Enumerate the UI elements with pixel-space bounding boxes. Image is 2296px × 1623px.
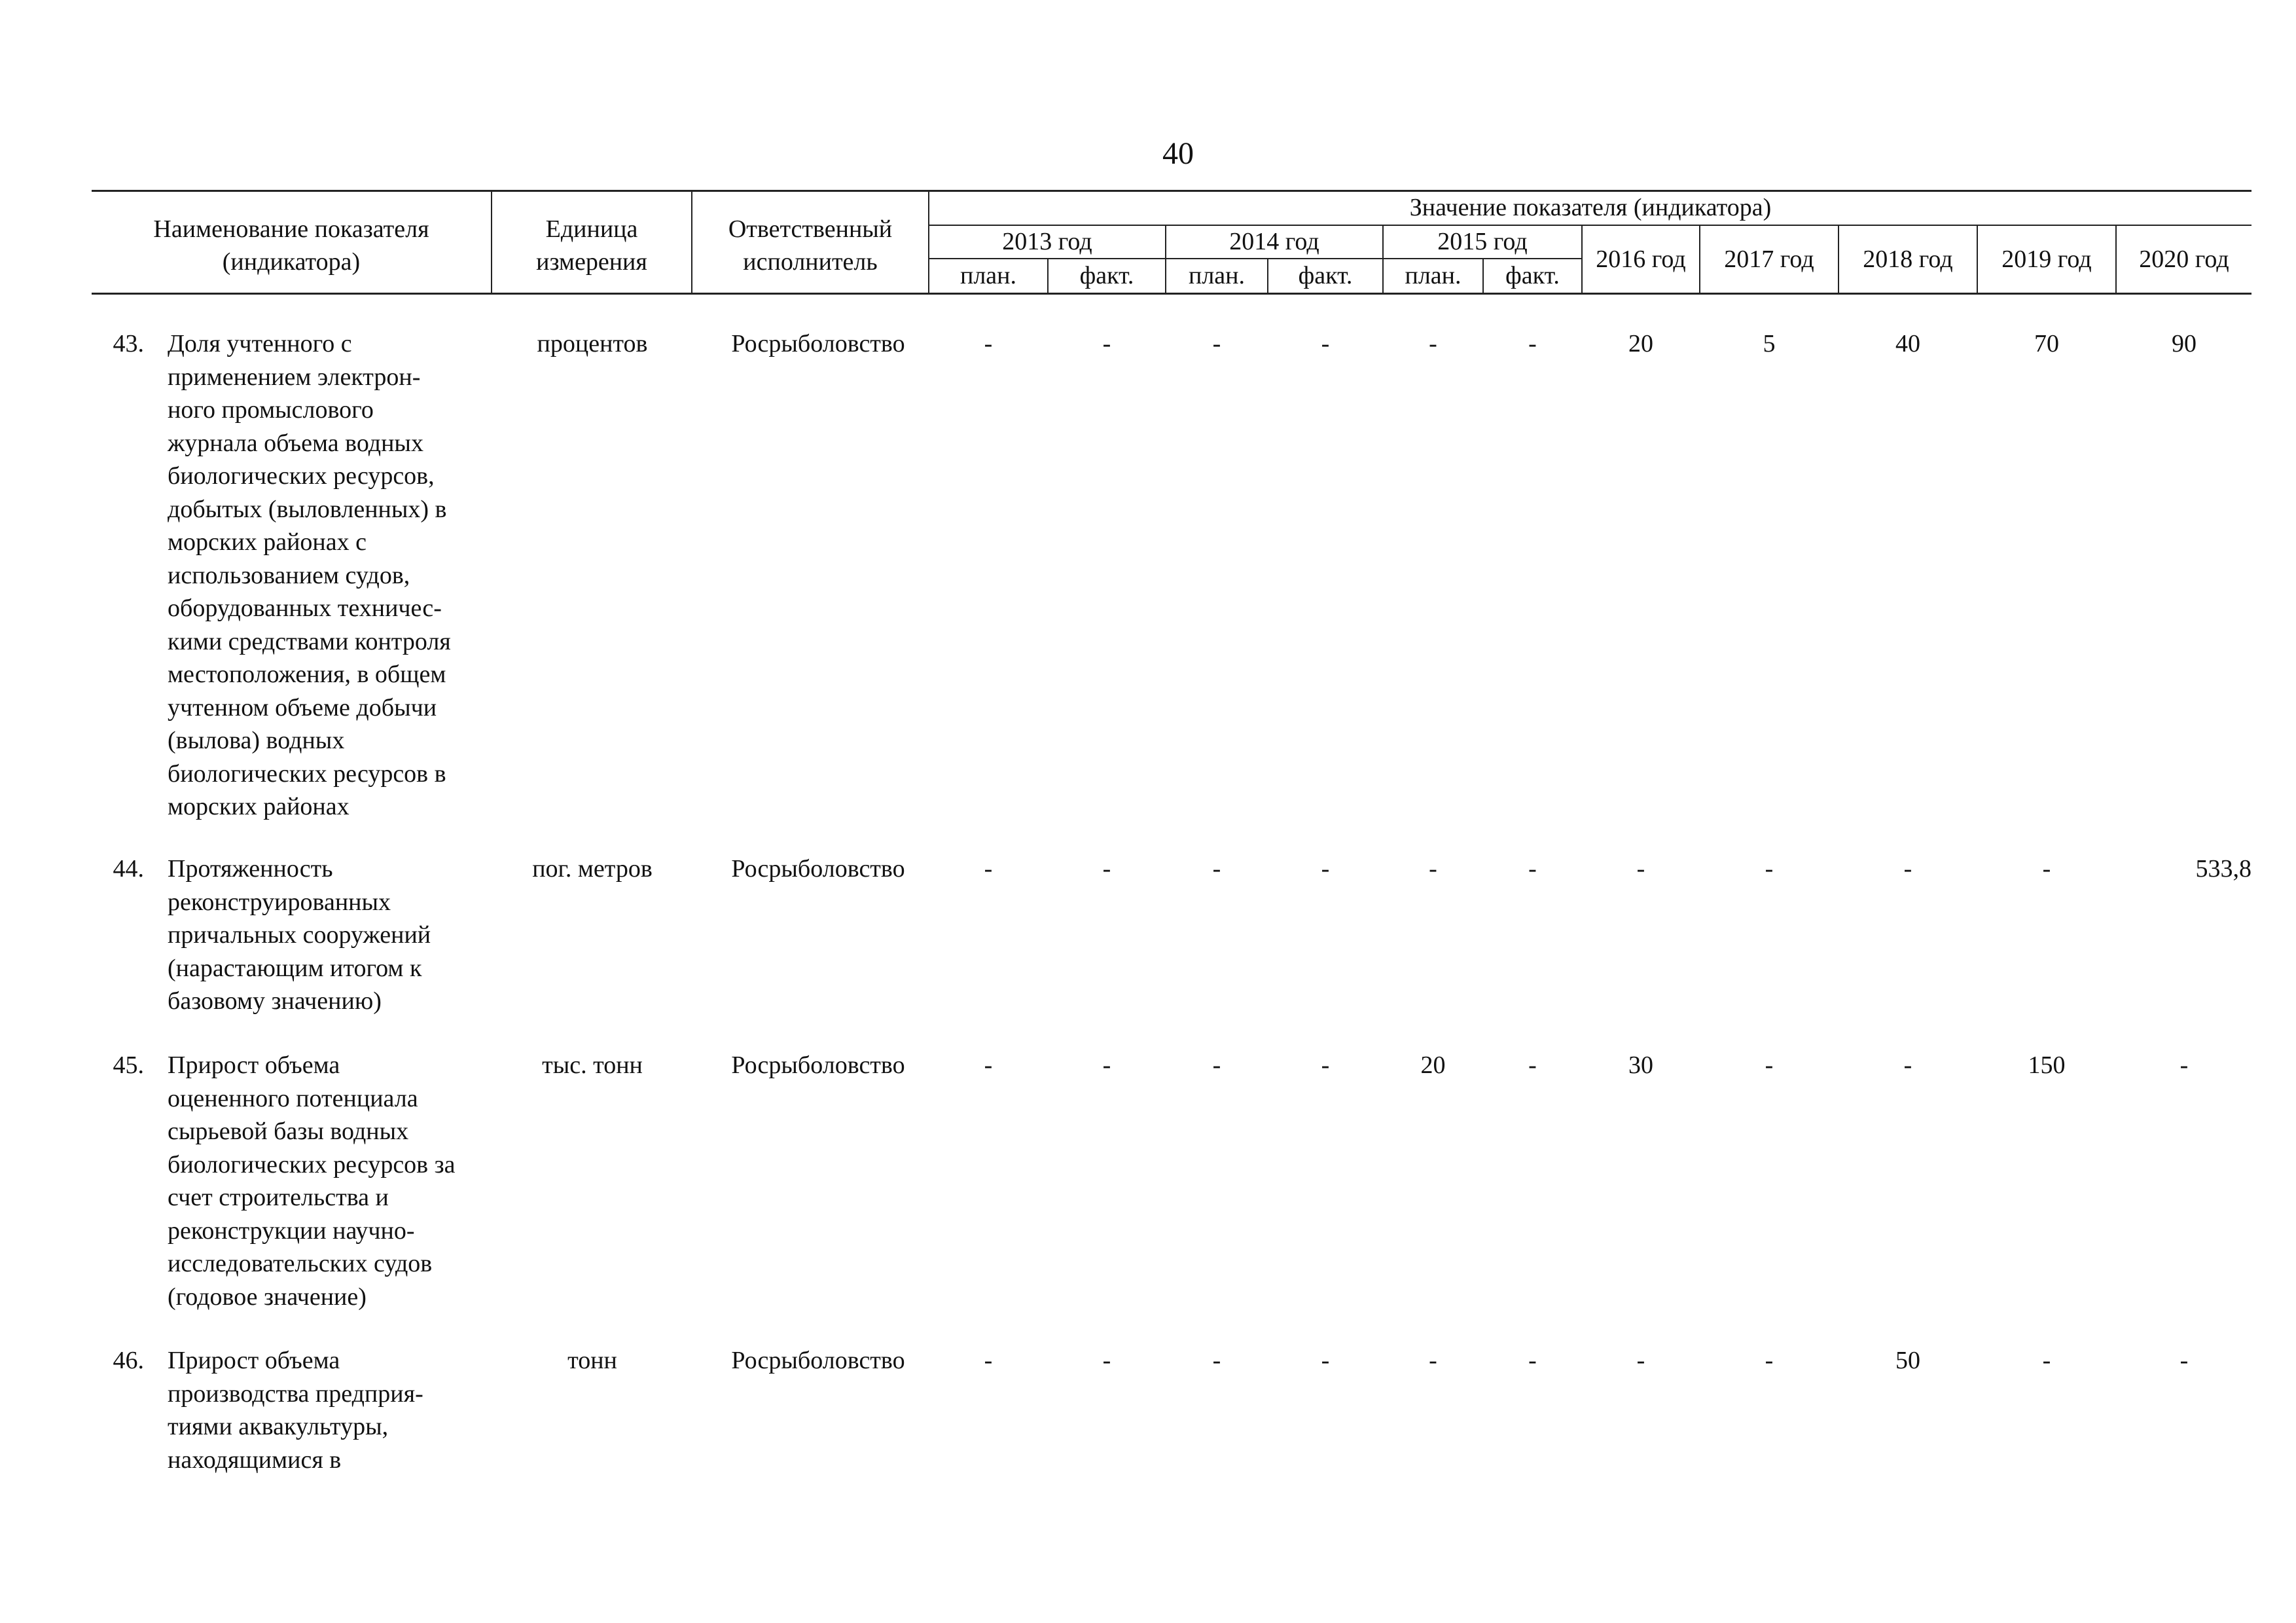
value-2014-plan: - [1212, 855, 1221, 883]
value-2017: - [1765, 1347, 1774, 1374]
header-year-2020: 2020 год [2139, 245, 2229, 273]
value-2014-fact: - [1321, 1051, 1330, 1079]
value-2013-plan: - [984, 330, 993, 357]
executor: Росрыболовство [731, 855, 905, 883]
value-2018: 50 [1895, 1347, 1920, 1374]
value-2019: - [2042, 855, 2051, 883]
value-2013-fact: - [1102, 1347, 1111, 1374]
value-2016: 20 [1628, 330, 1653, 357]
header-year-2015: 2015 год [1437, 228, 1528, 255]
value-2018: 40 [1895, 330, 1920, 357]
unit: процентов [537, 330, 648, 357]
value-2013-fact: - [1102, 330, 1111, 357]
value-2015-fact: - [1528, 1051, 1537, 1079]
value-2020: - [2179, 1347, 2189, 1374]
row-number: 43. [113, 330, 144, 357]
value-2020: - [2179, 1051, 2189, 1079]
header-2015-fact: факт. [1505, 262, 1560, 289]
row-number: 44. [113, 855, 144, 883]
value-2013-plan: - [984, 1051, 993, 1079]
indicator-name: Прирост объема производства предприя- тиями аквакультуры, находящимися в [168, 1347, 423, 1474]
value-2015-plan: - [1429, 1347, 1437, 1374]
executor: Росрыболовство [731, 1347, 905, 1374]
value-2020: 533,8 [2195, 855, 2251, 883]
header-year-2016: 2016 год [1596, 245, 1686, 273]
value-2016: 30 [1628, 1051, 1653, 1079]
unit: тонн [567, 1347, 617, 1374]
value-2015-fact: - [1528, 1347, 1537, 1374]
row-number: 46. [113, 1347, 144, 1374]
value-2013-plan: - [984, 855, 993, 883]
row-number: 45. [113, 1051, 144, 1079]
value-2019: 70 [2034, 330, 2059, 357]
indicator-name: Доля учтенного с применением электрон- ного промыслового журнала объема водных биологических ресурсов, добытых (выловленных) в морских районах с использованием судов, оборудованных техничес- кими средствами контроля местоположения, в общем учтенном объеме добычи (вылова) водных биологических ресурсов в морских районах [168, 330, 451, 820]
header-2013-plan: план. [960, 262, 1016, 289]
value-2017: - [1765, 855, 1774, 883]
header-2014-fact: факт. [1298, 262, 1353, 289]
value-2017: - [1765, 1051, 1774, 1079]
value-2014-fact: - [1321, 1347, 1330, 1374]
value-2015-plan: - [1429, 855, 1437, 883]
value-2013-plan: - [984, 1347, 993, 1374]
value-2018: - [1903, 855, 1912, 883]
header-year-2014: 2014 год [1229, 228, 1319, 255]
unit: пог. метров [532, 855, 653, 883]
indicator-name: Протяженность реконструированных причальных сооружений (нарастающим итогом к базовому значению) [168, 855, 431, 1015]
header-values-group: Значение показателя (индикатора) [1409, 194, 1772, 221]
page-number: 40 [1162, 136, 1194, 171]
header-year-2018: 2018 год [1863, 245, 1953, 273]
header-year-2013: 2013 год [1002, 228, 1092, 255]
header-2013-fact: факт. [1079, 262, 1134, 289]
value-2019: 150 [2028, 1051, 2066, 1079]
header-year-2019: 2019 год [2001, 245, 2092, 273]
header-2015-plan: план. [1405, 262, 1462, 289]
value-2019: - [2042, 1347, 2051, 1374]
header-executor: Ответственный исполнитель [728, 215, 893, 276]
indicator-name: Прирост объема оцененного потенциала сырьевой базы водных биологических ресурсов за счет строительства и реконструкции научно- исследовательских судов (годовое значение) [168, 1051, 456, 1311]
value-2014-fact: - [1321, 330, 1330, 357]
header-year-2017: 2017 год [1724, 245, 1814, 273]
value-2013-fact: - [1102, 855, 1111, 883]
value-2017: 5 [1763, 330, 1776, 357]
unit: тыс. тонн [542, 1051, 643, 1079]
value-2014-plan: - [1212, 1051, 1221, 1079]
value-2014-fact: - [1321, 855, 1330, 883]
executor: Росрыболовство [731, 1051, 905, 1079]
value-2015-plan: 20 [1420, 1051, 1446, 1079]
value-2014-plan: - [1212, 330, 1221, 357]
value-2013-fact: - [1102, 1051, 1111, 1079]
value-2016: - [1636, 1347, 1645, 1374]
value-2016: - [1636, 855, 1645, 883]
value-2018: - [1903, 1051, 1912, 1079]
header-indicator-name: Наименование показателя (индикатора) [153, 215, 429, 276]
value-2014-plan: - [1212, 1347, 1221, 1374]
value-2015-plan: - [1429, 330, 1437, 357]
executor: Росрыболовство [731, 330, 905, 357]
value-2020: 90 [2172, 330, 2197, 357]
header-unit: Единица измерения [536, 215, 647, 276]
header-bottom-rule [92, 293, 2251, 295]
value-2015-fact: - [1528, 855, 1537, 883]
header-2014-plan: план. [1188, 262, 1245, 289]
value-2015-fact: - [1528, 330, 1537, 357]
